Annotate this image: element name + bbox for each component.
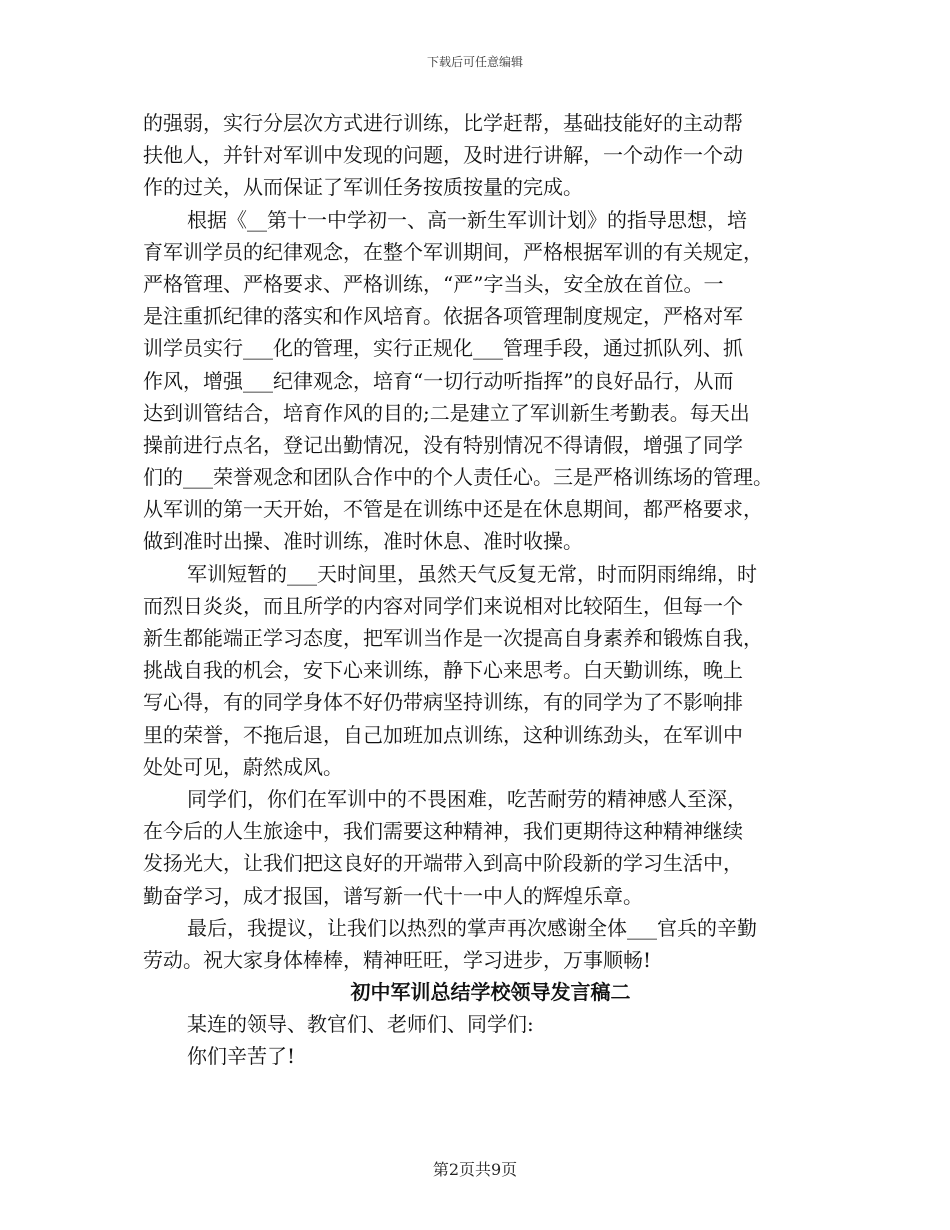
greeting-line: 你们辛苦了! — [187, 1044, 296, 1069]
text-line: 做到准时出操、准时训练，准时休息、准时收操。 — [143, 529, 583, 554]
text-line: 扶他人，并针对军训中发现的问题，及时进行讲解，一个动作一个动 — [143, 143, 743, 168]
text-line: 里的荣誉，不拖后退，自己加班加点训练，这种训练劲头，在军训中 — [143, 722, 743, 747]
text-line: 在今后的人生旅途中，我们需要这种精神，我们更期待这种精神继续 — [143, 819, 743, 844]
text-line: 写心得，有的同学身体不好仍带病坚持训练，有的同学为了不影响排 — [143, 690, 743, 715]
text-line: 们的___荣誉观念和团队合作中的个人责任心。三是严格训练场的管理。 — [143, 465, 773, 490]
section-title: 初中军训总结学校领导发言稿二 — [350, 980, 631, 1005]
text-line: 严格管理、严格要求、严格训练，“严”字当头，安全放在首位。一 — [143, 271, 724, 296]
text-line: 同学们，你们在军训中的不畏困难，吃苦耐劳的精神感人至深， — [187, 786, 747, 811]
text-line: 训学员实行___化的管理，实行正规化___管理手段，通过抓队列、抓 — [143, 336, 743, 361]
text-line: 作风，增强___纪律观念，培育“一切行动听指挥”的良好品行，从而 — [143, 368, 734, 393]
text-line: 育军训学员的纪律观念，在整个军训期间，严格根据军训的有关规定， — [143, 239, 763, 264]
text-line: 劳动。祝大家身体棒棒，精神旺旺，学习进步，万事顺畅! — [143, 947, 652, 972]
text-line: 的强弱，实行分层次方式进行训练，比学赶帮，基础技能好的主动帮 — [143, 111, 743, 135]
text-line: 操前进行点名，登记出勤情况，没有特别情况不得请假，增强了同学 — [143, 432, 743, 457]
page-header: 下载后可任意编辑 — [426, 55, 523, 69]
page-footer: 第2页共9页 — [432, 1160, 518, 1179]
text-line: 勤奋学习，成才报国，谱写新一代十一中人的辉煌乐章。 — [143, 883, 643, 908]
text-line: 最后，我提议，让我们以热烈的掌声再次感谢全体___官兵的辛勤 — [187, 915, 757, 940]
text-line: 新生都能端正学习态度，把军训当作是一次提高自身素养和锻炼自我， — [143, 626, 763, 650]
text-line: 挑战自我的机会，安下心来训练，静下心来思考。白天勤训练，晚上 — [143, 658, 743, 683]
text-line: 发扬光大，让我们把这良好的开端带入到高中阶段新的学习生活中， — [143, 851, 743, 876]
text-line: 处处可见，蔚然成风。 — [143, 754, 343, 779]
document-body — [143, 107, 818, 1073]
text-line: 达到训管结合，培育作风的目的;二是建立了军训新生考勤表。每天出 — [143, 400, 750, 425]
paragraph-lines — [143, 107, 818, 976]
text-line: 是注重抓纪律的落实和作风培育。依据各项管理制度规定，严格对军 — [143, 304, 743, 329]
text-line: 军训短暂的___天时间里，虽然天气反复无常，时而阴雨绵绵，时 — [187, 561, 757, 586]
salutation-line: 某连的领导、教官们、老师们、同学们: — [187, 1012, 534, 1037]
text-line: 根据《__第十一中学初一、高一新生军训计划》的指导思想，培 — [187, 207, 747, 232]
text-line: 而烈日炎炎，而且所学的内容对同学们来说相对比较陌生，但每一个 — [143, 593, 743, 618]
text-line: 作的过关，从而保证了军训任务按质按量的完成。 — [143, 175, 583, 200]
text-line: 从军训的第一天开始，不管是在训练中还是在休息期间，都严格要求， — [143, 497, 763, 522]
